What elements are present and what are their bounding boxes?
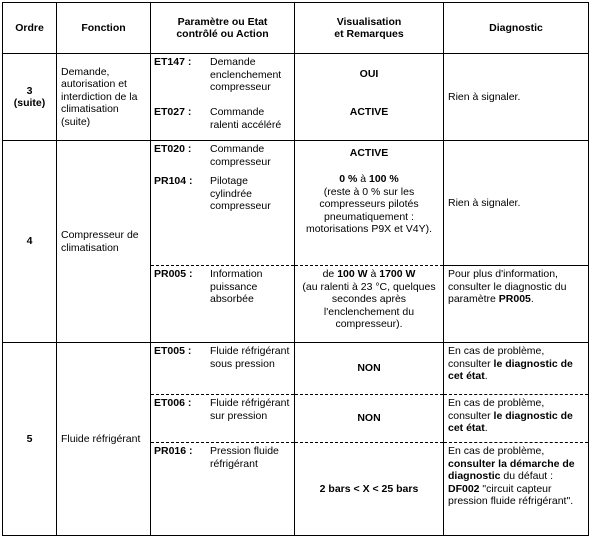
header-ordre: Ordre — [3, 3, 57, 54]
param-code: ET005 : — [154, 345, 192, 357]
param-group — [151, 141, 294, 265]
param-code: ET020 : — [154, 143, 192, 155]
diag-group: En cas de problème, consulter le diagnostic de cet état. — [448, 345, 573, 382]
row-diagnostic — [444, 141, 589, 343]
param-code: PR104 : — [154, 175, 193, 187]
diag-group: En cas de problème, consulter le diagnostic de cet état. — [444, 394, 588, 442]
row-visualisation — [295, 343, 444, 536]
vis-value: NON — [357, 362, 381, 374]
param-code: ET006 : — [154, 397, 192, 409]
param-label: Pression fluide réfrigérant — [210, 445, 279, 470]
row-ordre: 4 — [3, 141, 57, 343]
param-label: Fluide réfrigérant sous pression — [210, 345, 290, 370]
row-ordre: 5 — [3, 343, 57, 536]
row-visualisation — [295, 54, 444, 141]
row-params — [151, 141, 295, 343]
param-block — [151, 343, 294, 370]
param-block — [151, 54, 294, 104]
vis-value: 2 bars < X < 25 bars — [295, 442, 443, 535]
param-group — [151, 394, 294, 442]
vis-group: de 100 W à 1700 W (au ralenti à 23 °C, quelques secondes après l'enclenchement du compresseur). — [295, 265, 443, 342]
vis-value: ACTIVE — [349, 147, 389, 159]
table-row — [3, 343, 589, 536]
row-fonction: Compresseur de climatisation — [57, 141, 151, 343]
row-ordre: 3 (suite) — [3, 54, 57, 141]
header-fonction: Fonction — [57, 3, 151, 54]
param-block — [151, 395, 294, 422]
param-label: Information puissance absorbée — [210, 268, 263, 305]
vis-text: 0 % à 100 % (reste à 0 % sur les compresseurs pilotés pneumatiquement : motorisations P9X et V4Y). — [305, 173, 433, 235]
param-label: Pilotage cylindrée compresseur — [210, 175, 271, 212]
param-block — [151, 266, 294, 306]
diagnostic-table — [2, 2, 589, 536]
header-visualisation: Visualisation et Remarques — [295, 3, 444, 54]
param-group — [151, 442, 294, 535]
param-code: ET147 : — [154, 56, 192, 68]
table-row — [3, 141, 589, 343]
table-row — [3, 54, 589, 141]
diag-group: Pour plus d'information, consulter le diagnostic du paramètre PR005. — [444, 265, 588, 342]
header-row — [3, 3, 589, 54]
row-diagnostic: Rien à signaler. — [444, 54, 589, 141]
header-parametre: Paramètre ou Etat contrôlé ou Action — [151, 3, 295, 54]
param-code: PR016 : — [154, 445, 193, 457]
row-params — [151, 54, 295, 141]
row-visualisation — [295, 141, 444, 343]
diag-text: Rien à signaler. — [448, 196, 521, 209]
param-code: PR005 : — [154, 268, 193, 280]
param-label: Fluide réfrigérant sur pression — [210, 397, 290, 422]
param-block — [151, 443, 294, 470]
row-fonction: Fluide réfrigérant — [57, 343, 151, 536]
param-block — [151, 141, 294, 173]
param-block — [151, 173, 294, 213]
param-group — [151, 265, 294, 340]
diag-group: En cas de problème, consulter la démarche de diagnostic du défaut : DF002 "circuit capteur pression fluide réfrigérant". — [444, 442, 588, 535]
vis-value: OUI — [359, 68, 379, 80]
row-params — [151, 343, 295, 536]
param-label: Demande enclenchement compresseur — [210, 56, 282, 93]
diag-group — [444, 141, 588, 265]
vis-group — [295, 141, 443, 265]
param-code: ET027 : — [154, 106, 192, 118]
row-diagnostic — [444, 343, 589, 536]
param-group — [151, 343, 294, 394]
param-block — [151, 104, 294, 131]
vis-value: ACTIVE — [349, 106, 389, 118]
param-label: Commande compresseur — [210, 143, 271, 168]
vis-value: NON — [295, 394, 443, 442]
param-label: Commande ralenti accéléré — [210, 106, 282, 131]
header-diagnostic: Diagnostic — [444, 3, 589, 54]
row-fonction: Demande, autorisation et interdiction de la climatisation (suite) — [57, 54, 151, 141]
